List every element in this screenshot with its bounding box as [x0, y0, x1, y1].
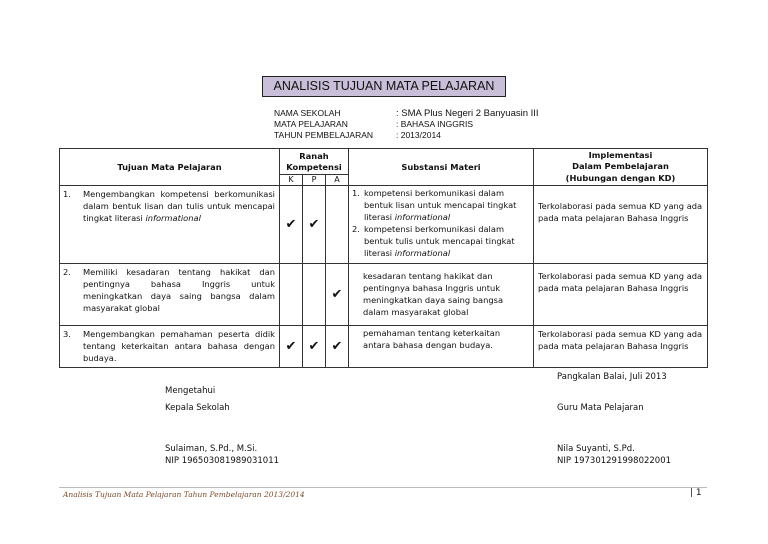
substance-cell: [349, 186, 534, 264]
header-substansi: Substansi Materi: [349, 149, 534, 186]
row-number: 2.: [63, 267, 71, 277]
subject-label: MATA PELAJARAN: [274, 119, 348, 129]
teacher-title: Guru Mata Pelajaran: [557, 403, 644, 413]
header-tujuan: Tujuan Mata Pelajaran: [60, 149, 280, 186]
subject-value: : BAHASA INGGRIS: [396, 119, 473, 129]
analysis-table: [59, 148, 708, 368]
substance-cell: [349, 326, 534, 368]
check-k: ✔: [280, 326, 303, 368]
principal-nip: NIP 196503081989031011: [165, 456, 280, 466]
principal-name: Sulaiman, S.Pd., M.Si.: [165, 444, 258, 454]
header-ranah-line2: Kompetensi: [286, 161, 342, 172]
implementation-cell: [534, 186, 708, 264]
header-impl-line1: Implementasi: [588, 149, 653, 160]
objective-cell: [60, 326, 280, 368]
implementation-text: Terkolaborasi pada semua KD yang ada pada mata pelajaran Bahasa Inggris: [538, 201, 703, 223]
objective-text: Mengembangkan pemahaman peserta didik tentang keterkaitan antara bahasa dengan budaya.: [83, 329, 275, 363]
objective-text: Memiliki kesadaran tentang hakikat dan pentingnya bahasa Inggris untuk meningkatkan daya saing bangsa dalam masyarakat global: [83, 267, 275, 313]
acknowledge-label: Mengetahui: [165, 386, 216, 396]
school-name-label: NAMA SEKOLAH: [274, 108, 341, 118]
header-impl-line2: Dalam Pembelajaran: [572, 161, 669, 172]
check-a: ✔: [326, 326, 349, 368]
italic-term: informational: [394, 248, 451, 258]
header-implementasi: [534, 149, 708, 186]
objective-cell: [60, 186, 280, 264]
header-ranah-line1: Ranah: [299, 150, 329, 161]
academic-year-value: : 2013/2014: [396, 130, 441, 140]
substance-item: 1. kompetensi berkomunikasi dalam bentuk lisan untuk mencapai tingkat literasi informational: [352, 188, 517, 222]
implementation-cell: [534, 326, 708, 368]
check-p: [303, 264, 326, 326]
implementation-text: Terkolaborasi pada semua KD yang ada pada mata pelajaran Bahasa Inggris: [538, 329, 703, 351]
substance-text: pemahaman tentang keterkaitan antara bahasa dengan budaya.: [363, 328, 501, 350]
header-k: K: [280, 175, 303, 186]
check-a: ✔: [326, 264, 349, 326]
row-number: 1.: [63, 189, 71, 199]
check-a: [326, 186, 349, 264]
footer-text: Analisis Tujuan Mata Pelajaran Tahun Pembelajaran 2013/2014: [63, 490, 305, 499]
substance-cell: [349, 264, 534, 326]
teacher-name: Nila Suyanti, S.Pd.: [557, 444, 635, 454]
page-number: | 1: [690, 488, 702, 498]
substance-text: kesadaran tentang hakikat dan pentingnya bahasa Inggris untuk meningkatkan daya saing bangsa dalam masyarakat global: [363, 271, 504, 317]
school-name-value: : SMA Plus Negeri 2 Banyuasin III: [396, 108, 539, 119]
implementation-cell: [534, 264, 708, 326]
objective-cell: [60, 264, 280, 326]
italic-term: informational: [394, 212, 451, 222]
table-header-row: [60, 149, 708, 175]
check-k: [280, 264, 303, 326]
check-p: ✔: [303, 326, 326, 368]
principal-title: Kepala Sekolah: [165, 403, 230, 413]
header-p: P: [303, 175, 326, 186]
table-row: [60, 264, 708, 326]
document-title: ANALISIS TUJUAN MATA PELAJARAN: [262, 76, 506, 97]
implementation-text: Terkolaborasi pada semua KD yang ada pada mata pelajaran Bahasa Inggris: [538, 271, 703, 293]
table-row: [60, 186, 708, 264]
objective-text: Mengembangkan kompetensi berkomunikasi dalam bentuk lisan dan tulis untuk mencapai tingkat literasi informational: [83, 189, 275, 223]
header-ranah: [280, 149, 349, 175]
substance-item: 2. kompetensi berkomunikasi dalam bentuk tulis untuk mencapai tingkat literasi informational: [352, 224, 515, 258]
academic-year-label: TAHUN PEMBELAJARAN: [274, 130, 374, 140]
place-date: Pangkalan Balai, Juli 2013: [557, 372, 667, 382]
footer-divider: [59, 487, 707, 488]
check-k: ✔: [280, 186, 303, 264]
teacher-nip: NIP 197301291998022001: [557, 456, 672, 466]
header-impl-line3: (Hubungan dengan KD): [565, 172, 676, 183]
row-number: 3.: [63, 329, 71, 339]
check-p: ✔: [303, 186, 326, 264]
italic-term: informational: [145, 213, 201, 223]
header-a: A: [326, 175, 349, 186]
table-row: [60, 326, 708, 368]
